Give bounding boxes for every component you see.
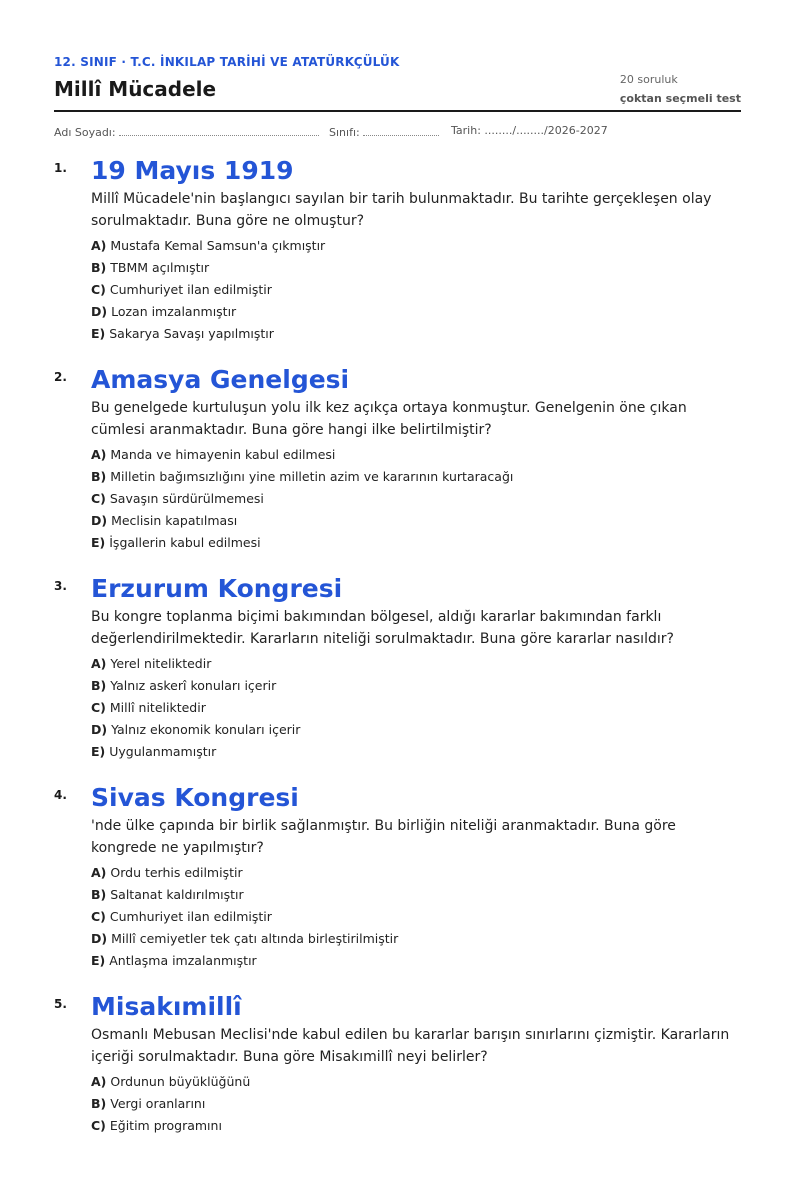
option-d[interactable] [91,301,741,323]
option-a[interactable] [91,444,741,466]
question-item [54,364,741,573]
name-field[interactable] [54,124,319,139]
option-text: Yalnız ekonomik konuları içerir [111,722,301,737]
question-number: 3. [54,579,67,593]
class-label: Sınıfı: [329,126,360,139]
question-text: Bu genelgede kurtuluşun yolu ilk kez açıkça ortaya konmuştur. Genelgenin öne çıkan cümlesi aranmaktadır. Buna göre hangi ilke belirtilmiştir? [91,400,687,438]
option-text: Milletin bağımsızlığını yine milletin azim ve kararının kurtaracağı [110,469,514,484]
option-b[interactable] [91,1093,741,1115]
option-text: Lozan imzalanmıştır [111,304,237,319]
question-count: 20 soruluk [619,73,678,86]
option-e[interactable] [91,950,741,972]
option-b[interactable] [91,884,741,906]
option-a[interactable] [91,235,741,257]
option-text: İşgallerin kabul edilmesi [109,535,261,550]
option-text: Mustafa Kemal Samsun'a çıkmıştır [110,238,326,253]
option-e[interactable] [91,532,741,554]
option-e[interactable] [91,741,741,763]
question-text: Bu kongre toplanma biçimi bakımından bölgesel, aldığı kararlar bakımından farklı değerlendirilmektedir. Kararların niteliği sorulmaktadır. Buna göre kararlar nasıldır? [91,609,674,647]
option-letter: E) [91,326,106,341]
name-blank[interactable] [119,124,319,136]
option-letter: E) [91,535,106,550]
option-letter: B) [91,1096,107,1111]
test-meta [620,72,741,107]
option-text: Antlaşma imzalanmıştır [109,953,257,968]
option-letter: A) [91,865,107,880]
page-title: Millî Mücadele [54,77,217,101]
option-text: Cumhuriyet ilan edilmiştir [109,909,272,924]
question-title: Erzurum Kongresi [91,574,343,603]
question-item [54,573,741,782]
question-title: 19 Mayıs 1919 [91,156,294,185]
question-text: Osmanlı Mebusan Meclisi'nde kabul edilen bu kararlar barışın sınırlarını çizmiştir. Kararların içeriği sorulmaktadır. Buna göre Misakımillî neyi belirler? [91,1027,730,1065]
option-text: Ordu terhis edilmiştir [110,865,243,880]
option-letter: C) [91,282,106,297]
option-c[interactable] [91,488,741,510]
option-text: Cumhuriyet ilan edilmiştir [109,282,272,297]
question-text: 'nde ülke çapında bir birlik sağlanmıştır. Bu birliğin niteliği aranmaktadır. Buna göre kongrede ne yapılmıştır? [91,818,676,856]
option-list [91,653,741,763]
option-letter: A) [91,656,107,671]
option-letter: D) [91,304,108,319]
header-divider [54,110,741,112]
course-label: 12. SINIF · T.C. İNKILAP TARİHİ VE ATATÜRKÇÜLÜK [54,55,400,69]
question-number: 2. [54,370,67,384]
option-letter: D) [91,513,108,528]
question-item [54,155,741,364]
option-text: Uygulanmamıştır [109,744,217,759]
date-field[interactable] [451,124,608,137]
option-c[interactable] [91,697,741,719]
option-text: Saltanat kaldırılmıştır [110,887,244,902]
option-letter: C) [91,700,106,715]
option-text: Savaşın sürdürülmemesi [109,491,264,506]
option-letter: D) [91,931,108,946]
question-number: 1. [54,161,67,175]
option-c[interactable] [91,906,741,928]
option-a[interactable] [91,862,741,884]
date-label: Tarih: ......../......../2026-2027 [451,124,608,137]
option-d[interactable] [91,719,741,741]
option-a[interactable] [91,653,741,675]
option-text: Ordunun büyüklüğünü [110,1074,251,1089]
option-a[interactable] [91,1071,741,1093]
option-text: Vergi oranlarını [110,1096,206,1111]
option-e[interactable] [91,323,741,345]
option-list [91,1071,741,1137]
option-c[interactable] [91,279,741,301]
option-letter: A) [91,447,107,462]
question-number: 4. [54,788,67,802]
option-letter: C) [91,909,106,924]
name-label: Adı Soyadı: [54,126,116,139]
option-list [91,235,741,345]
option-text: Sakarya Savaşı yapılmıştır [109,326,274,341]
option-text: Millî cemiyetler tek çatı altında birleştirilmiştir [111,931,399,946]
option-letter: B) [91,469,107,484]
question-title: Misakımillî [91,992,242,1021]
question-item [54,991,741,1200]
question-number: 5. [54,997,67,1011]
option-text: Meclisin kapatılması [111,513,238,528]
option-letter: B) [91,887,107,902]
option-b[interactable] [91,466,741,488]
question-text: Millî Mücadele'nin başlangıcı sayılan bir tarih bulunmaktadır. Bu tarihte gerçekleşen olay sorulmaktadır. Buna göre ne olmuştur? [91,191,712,229]
option-letter: D) [91,722,108,737]
option-letter: C) [91,491,106,506]
option-list [91,444,741,554]
option-list [91,862,741,972]
test-type: çoktan seçmeli test [619,92,741,105]
option-text: TBMM açılmıştır [110,260,210,275]
option-letter: A) [91,238,107,253]
option-letter: C) [91,1118,106,1133]
class-field[interactable] [329,124,439,139]
option-d[interactable] [91,510,741,532]
option-c[interactable] [91,1115,741,1137]
option-letter: E) [91,953,106,968]
option-letter: B) [91,260,107,275]
option-text: Eğitim programını [109,1118,222,1133]
option-text: Manda ve himayenin kabul edilmesi [110,447,336,462]
student-info-fields [54,124,741,140]
question-title: Sivas Kongresi [91,783,299,812]
option-d[interactable] [91,928,741,950]
option-letter: E) [91,744,106,759]
option-letter: B) [91,678,107,693]
option-b[interactable] [91,675,741,697]
option-text: Yerel niteliktedir [110,656,212,671]
class-blank[interactable] [363,124,439,136]
option-letter: A) [91,1074,107,1089]
option-b[interactable] [91,257,741,279]
option-text: Yalnız askerî konuları içerir [110,678,277,693]
question-list [54,155,741,1200]
option-text: Millî niteliktedir [109,700,206,715]
question-item [54,782,741,991]
question-title: Amasya Genelgesi [91,365,350,394]
